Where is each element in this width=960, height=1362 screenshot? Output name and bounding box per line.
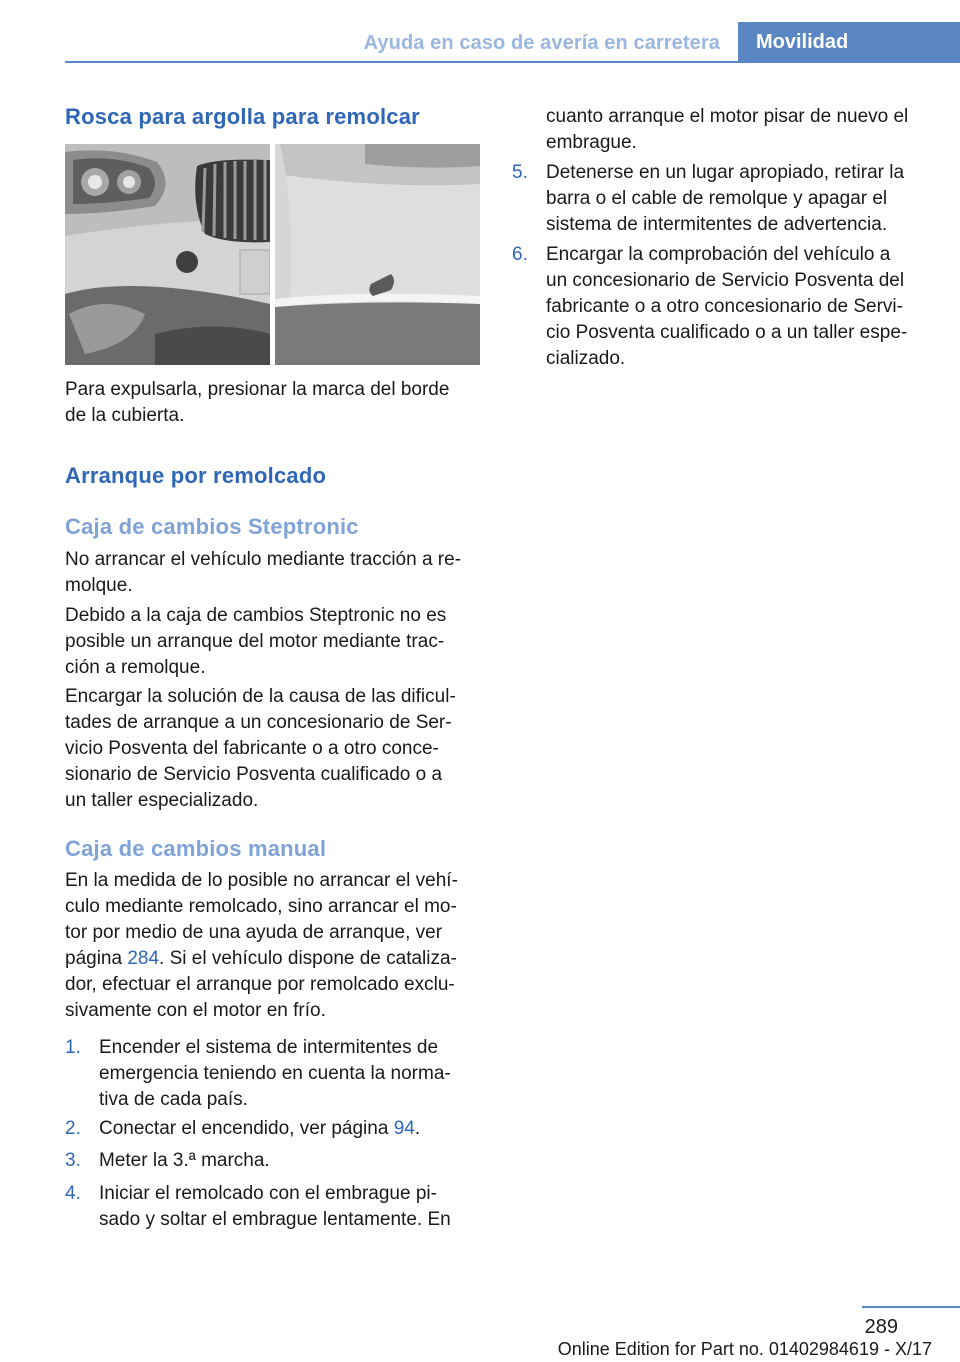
steptronic-paragraph-3	[65, 684, 485, 814]
step-text: Meter la 3.ª marcha.	[99, 1150, 270, 1171]
edition-note: Online Edition for Part no. 01402984619 - X/17	[557, 1339, 932, 1359]
step-number: 6.	[512, 244, 528, 265]
text-line: un concesionario de Servicio Posventa del	[546, 270, 905, 291]
text-line: Debido a la caja de cambios Steptronic no es	[65, 605, 447, 626]
step-number: 5.	[512, 162, 528, 183]
header-chapter-tab: Movilidad	[738, 22, 960, 63]
text-line: No arrancar el vehículo mediante tracción a re-	[65, 549, 462, 570]
step-4-continuation	[546, 104, 946, 156]
step-text	[546, 242, 907, 372]
text-line: Encargar la comprobación del vehículo a	[546, 244, 891, 265]
text-line: Encargar la solución de la causa de las dificul-	[65, 686, 456, 707]
text-line: cializado.	[546, 348, 626, 369]
page-link-94[interactable]: 94	[393, 1118, 415, 1139]
text-line: sionario de Servicio Posventa cualificado o a	[65, 764, 443, 785]
title-tow-eye: Rosca para argolla para remolcar	[65, 104, 420, 129]
text-line: .	[414, 1118, 421, 1139]
text-line: fabricante o a otro concesionario de Servi-	[546, 296, 903, 317]
step-text	[99, 1035, 451, 1113]
subtitle-steptronic: Caja de cambios Steptronic	[65, 514, 359, 539]
text-line: cuanto arranque el motor pisar de nuevo el	[546, 106, 909, 127]
step-number: 4.	[65, 1183, 81, 1204]
text-line: vicio Posventa del fabricante o a otro conce-	[65, 738, 439, 759]
text-line: tor por medio de una ayuda de arranque, ver	[65, 922, 443, 943]
text-line: sivamente con el motor en frío.	[65, 1000, 326, 1021]
footer-rule	[862, 1306, 960, 1308]
text-line: dor, efectuar el arranque por remolcado exclu-	[65, 974, 455, 995]
text-line: Conectar el encendido, ver página	[99, 1118, 394, 1139]
text-line: cio Posventa cualificado o a un taller espe-	[546, 322, 908, 343]
text-line: Detenerse en un lugar apropiado, retirar la	[546, 162, 905, 183]
header-section-title: Ayuda en caso de avería en carretera	[363, 32, 720, 54]
text-line: tades de arranque a un concesionario de Ser-	[65, 712, 452, 733]
manual-paragraph	[65, 868, 485, 1024]
list-item-step-3	[65, 1148, 485, 1176]
list-item-step-2	[65, 1116, 485, 1144]
steptronic-paragraph-1	[65, 547, 485, 599]
car-bumper-figure	[65, 144, 480, 365]
header-rule	[65, 61, 960, 63]
step-number: 3.	[65, 1150, 81, 1171]
text-line: barra o el cable de remolque y apagar el	[546, 188, 888, 209]
text-line: tiva de cada país.	[99, 1089, 248, 1110]
step-number: 2.	[65, 1118, 81, 1139]
figure-caption	[65, 377, 480, 429]
text-line: sistema de intermitentes de advertencia.	[546, 214, 888, 235]
text-line: molque.	[65, 575, 133, 596]
step-number: 1.	[65, 1037, 81, 1058]
text-line: Encender el sistema de intermitentes de	[99, 1037, 439, 1058]
title-tow-start: Arranque por remolcado	[65, 463, 327, 488]
page-number: 289	[864, 1316, 898, 1338]
steptronic-paragraph-2	[65, 603, 485, 681]
text-line: culo mediante remolcado, sino arrancar el mo-	[65, 896, 457, 917]
step-text	[99, 1181, 451, 1233]
list-item-step-5	[512, 160, 942, 240]
text-line: un taller especializado.	[65, 790, 259, 811]
text-line: emergencia teniendo en cuenta la norma-	[99, 1063, 451, 1084]
text-line: En la medida de lo posible no arrancar el vehí-	[65, 870, 458, 891]
list-item-step-6	[512, 242, 942, 376]
page-link-284[interactable]: 284	[127, 948, 160, 969]
caption-line: Para expulsarla, presionar la marca del borde	[65, 379, 450, 400]
text-line: sado y soltar el embrague lentamente. En	[99, 1209, 451, 1230]
caption-line: de la cubierta.	[65, 405, 185, 426]
list-item-step-4	[65, 1181, 485, 1235]
step-text	[546, 160, 904, 238]
text-line: . Si el vehículo dispone de cataliza-	[159, 948, 457, 969]
text-line: posible un arranque del motor mediante trac-	[65, 631, 445, 652]
car-bumper-illustration	[65, 144, 480, 365]
step-text	[99, 1116, 420, 1142]
text-line: Iniciar el remolcado con el embrague pi-	[99, 1183, 437, 1204]
text-line: ción a remolque.	[65, 657, 206, 678]
text-line: página	[65, 948, 128, 969]
subtitle-manual: Caja de cambios manual	[65, 836, 327, 861]
text-line: embrague.	[546, 132, 637, 153]
list-item-step-1	[65, 1035, 485, 1115]
